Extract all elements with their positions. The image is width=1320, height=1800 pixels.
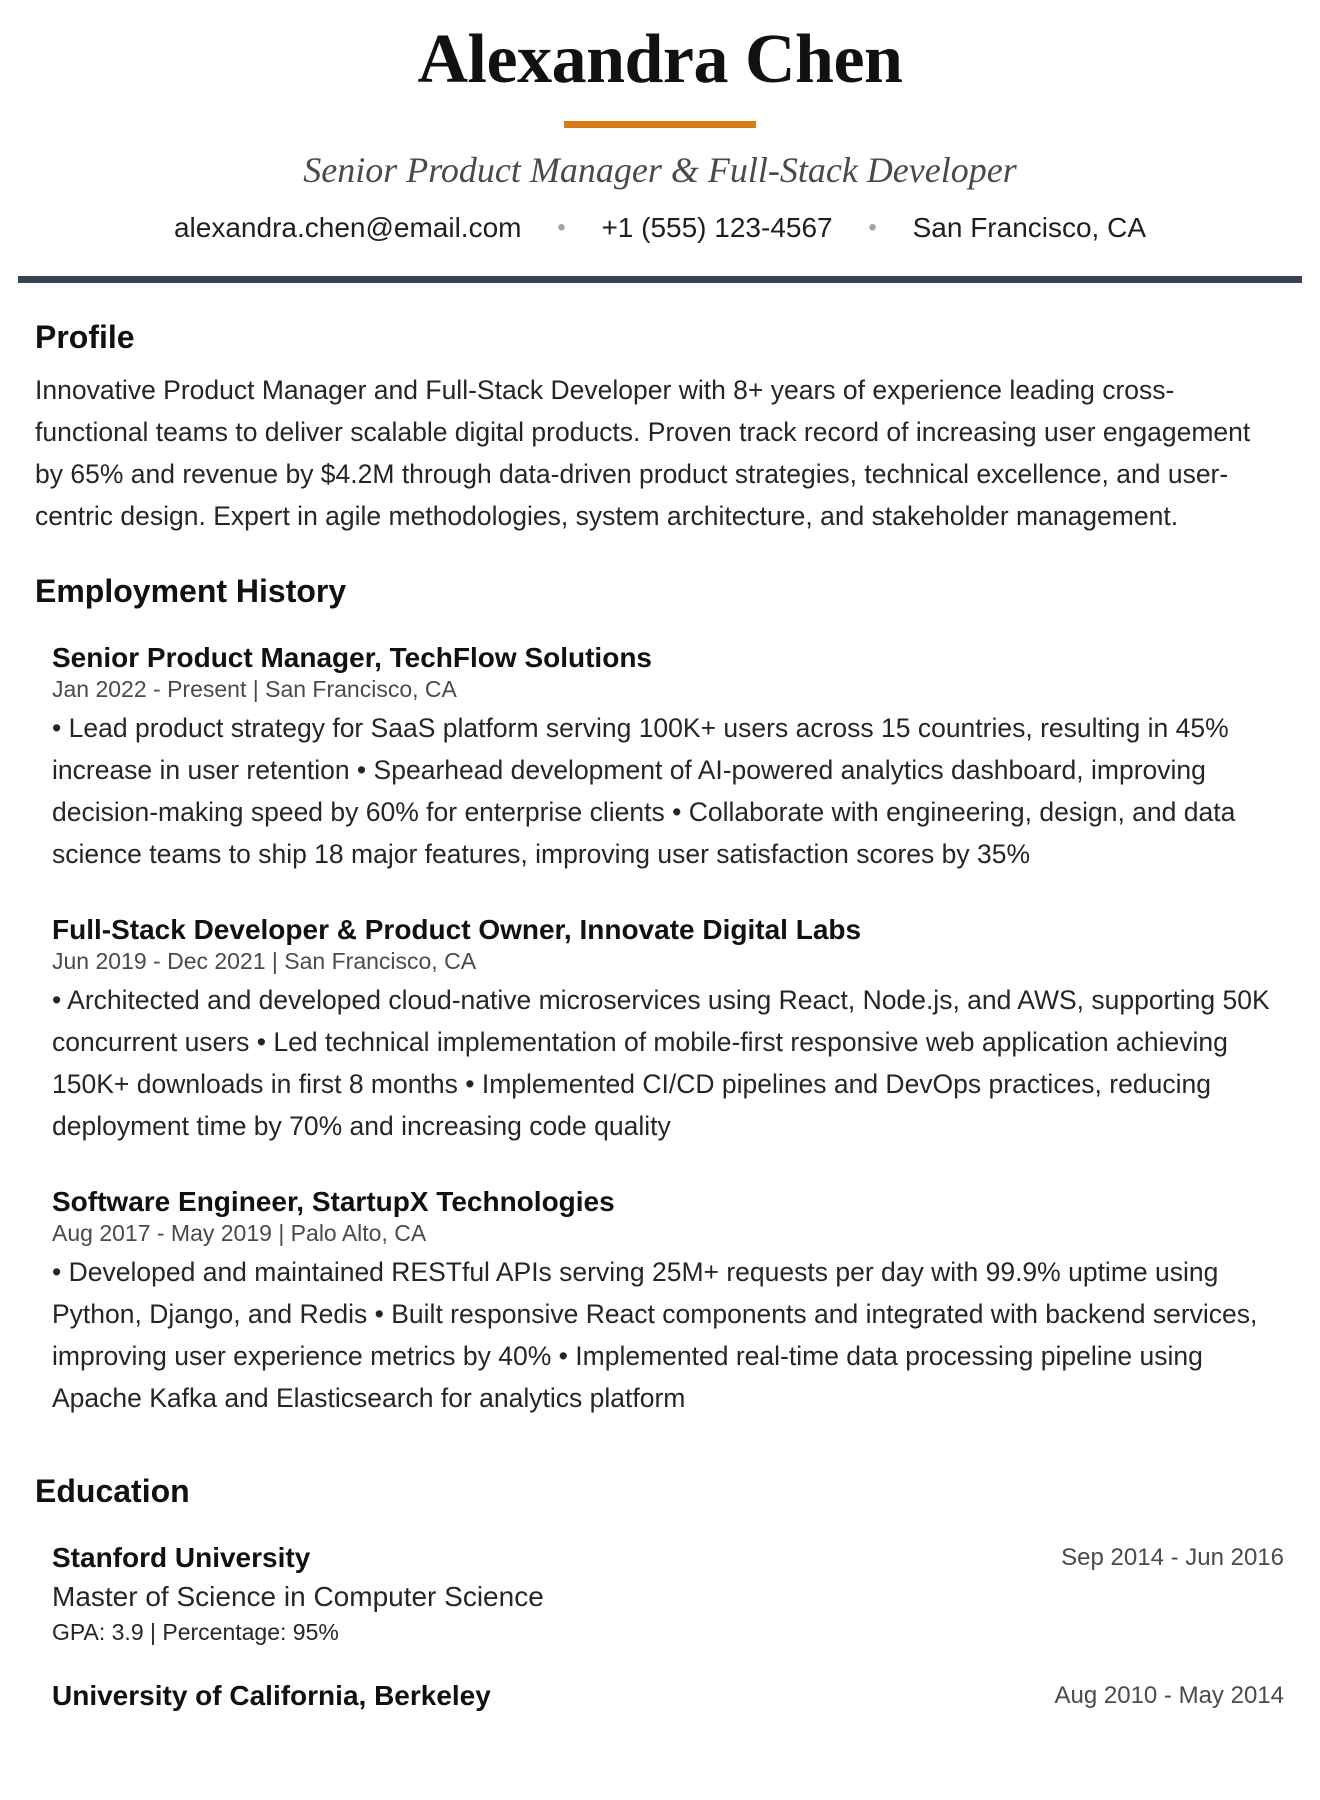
gpa-score: GPA: 3.9 | Percentage: 95% [52, 1619, 339, 1645]
resume-header [18, 0, 1302, 283]
employment-section [18, 571, 1302, 1419]
separator-dot-icon: • [557, 214, 566, 241]
job-dates-location: Aug 2017 - May 2019 | Palo Alto, CA [52, 1220, 427, 1246]
degree-name: Master of Science in Computer Science [52, 1581, 544, 1612]
contact-email[interactable]: alexandra.chen@email.com [173, 212, 522, 243]
candidate-title: Senior Product Manager & Full-Stack Developer [303, 150, 1017, 190]
section-heading-education: Education [35, 1473, 190, 1509]
separator-dot-icon: • [868, 214, 877, 241]
education-entry [18, 1679, 1302, 1713]
job-title: Full-Stack Developer & Product Owner, Innovate Digital Labs [52, 914, 862, 945]
contact-phone[interactable]: +1 (555) 123-4567 [601, 212, 833, 243]
contact-location: San Francisco, CA [912, 212, 1147, 243]
education-dates: Aug 2010 - May 2014 [1054, 1682, 1284, 1709]
job-entry [18, 913, 1302, 1147]
job-dates-location: Jan 2022 - Present | San Francisco, CA [52, 676, 457, 702]
job-dates-location: Jun 2019 - Dec 2021 | San Francisco, CA [52, 948, 477, 974]
profile-summary: Innovative Product Manager and Full-Stack Developer with 8+ years of experience leading cross-functional teams to deliver scalable digital products. Proven track record of increasing user engagement by 65% and revenue by $4.2M through data-driven product strategies, technical excellence, and user-centric design. Expert in agile methodologies, system architecture, and stakeholder management. [35, 375, 1251, 531]
accent-underline [564, 121, 756, 128]
profile-section [18, 317, 1302, 537]
section-heading-profile: Profile [35, 319, 135, 355]
job-description: • Developed and maintained RESTful APIs serving 25M+ requests per day with 99.9% uptime using Python, Django, and Redis • Built responsive React components and integrated with backend services, improving user experience metrics by 40% • Implemented real-time data processing pipeline using Apache Kafka and Elasticsearch for analytics platform [52, 1257, 1258, 1413]
contact-line [18, 210, 1302, 248]
job-entry [18, 641, 1302, 875]
section-heading-employment: Employment History [35, 573, 347, 609]
school-name: Stanford University [52, 1542, 311, 1573]
header-divider [18, 276, 1302, 283]
school-name: University of California, Berkeley [52, 1680, 491, 1711]
candidate-name: Alexandra Chen [417, 21, 903, 98]
job-title: Senior Product Manager, TechFlow Solutions [52, 642, 652, 673]
job-description: • Architected and developed cloud-native microservices using React, Node.js, and AWS, supporting 50K concurrent users • Led technical implementation of mobile-first responsive web application achieving 150K+ downloads in first 8 months • Implemented CI/CD pipelines and DevOps practices, reducing deployment time by 70% and increasing code quality [52, 985, 1270, 1141]
job-entry [18, 1185, 1302, 1419]
job-description: • Lead product strategy for SaaS platform serving 100K+ users across 15 countries, resulting in 45% increase in user retention • Spearhead development of AI-powered analytics dashboard, improving decision-making speed by 60% for enterprise clients • Collaborate with engineering, design, and data science teams to ship 18 major features, improving user satisfaction scores by 35% [52, 713, 1236, 869]
education-entry [18, 1541, 1302, 1647]
education-dates: Sep 2014 - Jun 2016 [1061, 1544, 1284, 1571]
education-section [18, 1471, 1302, 1713]
job-title: Software Engineer, StartupX Technologies [52, 1186, 615, 1217]
